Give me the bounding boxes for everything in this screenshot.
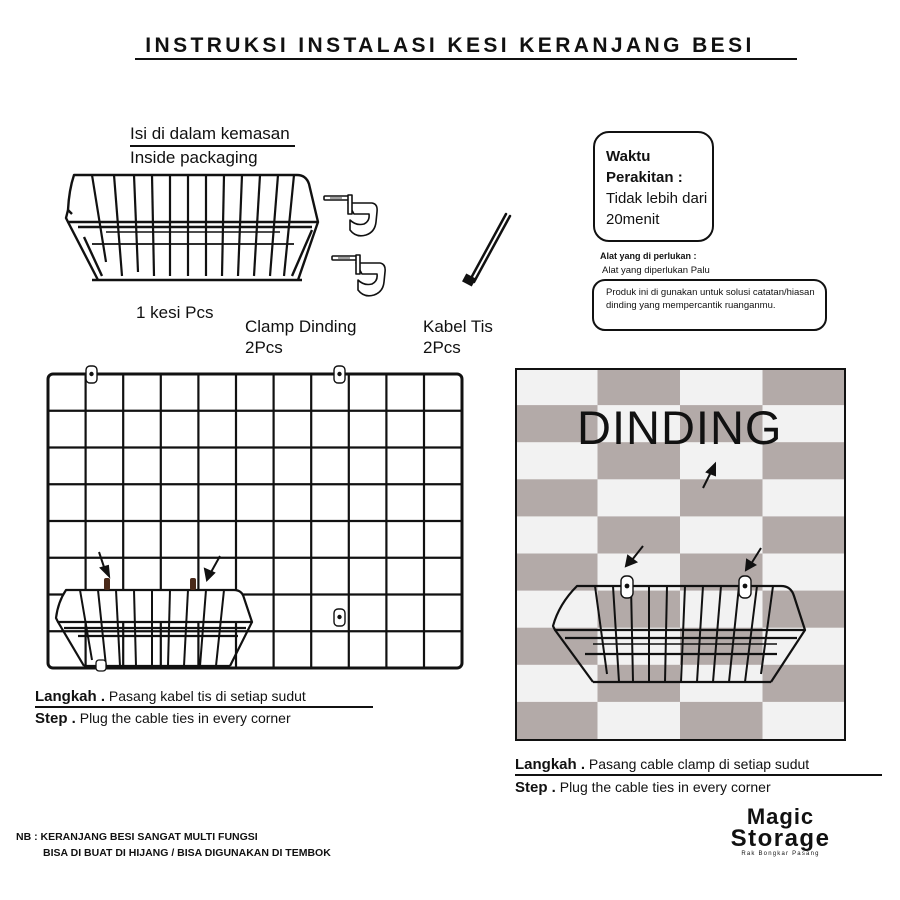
item-name: Kabel Tis	[423, 317, 493, 336]
brand-line-2: Storage	[730, 825, 831, 852]
item-name: Clamp Dinding	[245, 317, 357, 336]
step-right-id	[515, 756, 809, 773]
wall-tile	[598, 628, 681, 666]
item-qty: 2Pcs	[423, 338, 461, 357]
packaging-label-en: Inside packaging	[130, 148, 258, 167]
step-left-rule	[35, 706, 373, 708]
step-left-id	[35, 688, 306, 705]
note-line-1: NB : KERANJANG BESI SANGAT MULTI FUNGSI	[16, 831, 258, 843]
step-label: Step .	[515, 779, 556, 796]
wall-clamp-icon	[320, 192, 382, 242]
item-label-basket: 1 kesi Pcs	[136, 303, 214, 322]
tools-value: Alat yang diperlukan Palu	[602, 265, 710, 276]
wall-tile	[515, 516, 598, 554]
assembly-time-text: Tidak lebih dari 20menit	[606, 190, 708, 228]
note	[16, 829, 331, 861]
wall-label: DINDING	[577, 401, 783, 454]
wall-clamp-icon	[328, 252, 390, 302]
wall-tile	[763, 479, 846, 517]
step-text: Pasang cable clamp di setiap sudut	[588, 756, 810, 772]
wall-tile	[598, 665, 681, 703]
wall-tile	[598, 516, 681, 554]
product-description: Produk ini di gunakan untuk solusi catatan/hiasan dinding yang mempercantik ruanganmu.	[592, 279, 827, 331]
wall-tile	[680, 702, 763, 740]
item-qty: 2Pcs	[245, 338, 283, 357]
assembly-time-heading: Waktu Perakitan :	[606, 148, 683, 186]
note-line-2: BISA DI BUAT DI HIJANG / BISA DIGUNAKAN DI TEMBOK	[43, 847, 331, 859]
brand-logo	[718, 806, 843, 858]
wall-tile	[598, 591, 681, 629]
wall-tile	[598, 702, 681, 740]
step-right-en	[515, 779, 771, 796]
wall-tile	[763, 665, 846, 703]
wall-tile	[680, 516, 763, 554]
wall-tile	[515, 591, 598, 629]
item-label-cable-tie	[423, 316, 493, 358]
step-label: Step .	[35, 710, 76, 727]
wall-tile	[763, 702, 846, 740]
step-left-en	[35, 710, 291, 727]
packaging-label-id: Isi di dalam kemasan	[130, 124, 290, 143]
brand-line-1: Magic	[746, 804, 815, 829]
item-label-clamp	[245, 316, 357, 358]
cable-tie-icon	[458, 210, 516, 290]
wall-tile	[763, 516, 846, 554]
tools-heading: Alat yang di perlukan :	[600, 251, 697, 261]
step-label: Langkah .	[515, 756, 586, 773]
step-right-rule	[515, 774, 882, 776]
title-underline	[135, 58, 797, 60]
step-text: Plug the cable ties in every corner	[559, 779, 771, 795]
step-label: Langkah .	[35, 688, 106, 705]
wall-tile	[763, 591, 846, 629]
wall-tile	[515, 702, 598, 740]
grid-panel-illustration	[44, 364, 468, 674]
step-text: Plug the cable ties in every corner	[79, 710, 291, 726]
packaging-underline	[130, 145, 295, 147]
wall-tile	[598, 479, 681, 517]
page-title: INSTRUKSI INSTALASI KESI KERANJANG BESI	[145, 34, 755, 57]
brand-tagline: Rak Bongkar Pasang	[741, 851, 820, 857]
wall-tile	[515, 479, 598, 517]
wall-tile	[680, 479, 763, 517]
step-text: Pasang kabel tis di setiap sudut	[108, 688, 306, 704]
wall-tile	[680, 665, 763, 703]
assembly-time-box	[593, 131, 714, 242]
basket-illustration	[62, 172, 322, 284]
